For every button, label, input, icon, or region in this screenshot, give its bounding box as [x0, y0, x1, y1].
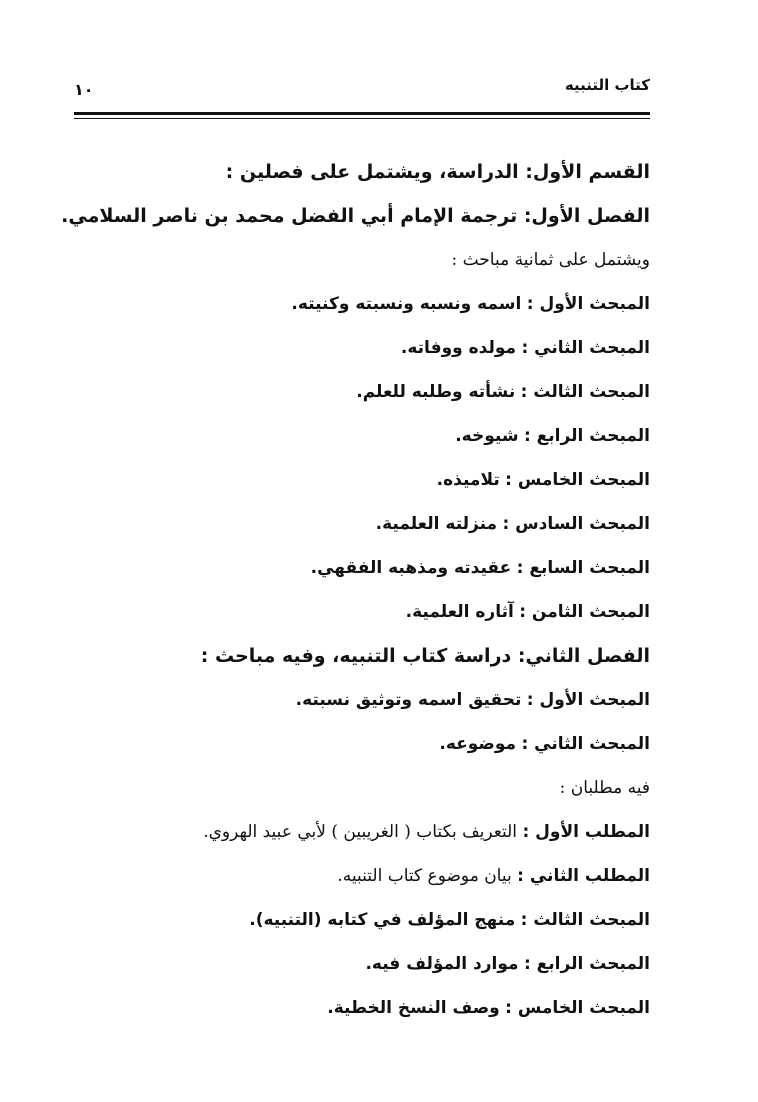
outline-item	[70, 722, 650, 766]
item-text: موضوعه.	[439, 734, 517, 754]
item-text: التعريف بكتاب ( الغريبين ) لأبي عبيد الهروي.	[203, 822, 518, 842]
outline-item	[70, 326, 650, 370]
item-text: مولده ووفاته.	[400, 338, 517, 358]
item-text: شيوخه.	[455, 426, 519, 446]
outline-item	[70, 414, 650, 458]
item-text: اسمه ونسبه ونسبته وكنيته.	[291, 294, 522, 314]
item-label: المبحث الثاني :	[521, 734, 650, 754]
item-text: منهج المؤلف في كتابه (التنبيه).	[249, 910, 516, 930]
plain-line: فيه مطلبان :	[559, 778, 650, 798]
item-label: المبحث الثامن :	[519, 602, 650, 622]
item-label: المطلب الثاني :	[517, 866, 650, 886]
outline-item	[70, 502, 650, 546]
item-label: المبحث الأول :	[526, 690, 650, 710]
item-label: المبحث الأول :	[526, 294, 650, 314]
item-text: آثاره العلمية.	[405, 602, 514, 622]
section-heading: الفصل الأول: ترجمة الإمام أبي الفضل محمد بن ناصر السلامي.	[61, 205, 650, 227]
item-label: المطلب الأول :	[522, 822, 650, 842]
outline-item	[70, 282, 650, 326]
outline-item	[70, 678, 650, 722]
table-of-contents	[61, 150, 650, 1030]
page-number: ١٠	[74, 80, 94, 99]
item-label: المبحث الثالث :	[520, 910, 650, 930]
outline-item	[70, 942, 650, 986]
item-label: المبحث الرابع :	[523, 954, 650, 974]
item-label: المبحث الخامس :	[505, 998, 650, 1018]
running-title: كتاب التنبيه	[564, 76, 650, 94]
item-label: المبحث الثاني :	[521, 338, 650, 358]
item-text: عقيدته ومذهبه الفقهي.	[310, 558, 512, 578]
item-label: المبحث السابع :	[516, 558, 650, 578]
outline-item	[70, 370, 650, 414]
item-label: المبحث الثالث :	[520, 382, 650, 402]
item-text: تحقيق اسمه وتوثيق نسبته.	[295, 690, 522, 710]
outline-item	[70, 854, 650, 898]
item-text: تلاميذه.	[436, 470, 500, 490]
outline-item	[70, 898, 650, 942]
page-header	[74, 66, 650, 106]
item-text: بيان موضوع كتاب التنبيه.	[337, 866, 512, 886]
item-label: المبحث الرابع :	[523, 426, 650, 446]
item-text: منزلته العلمية.	[375, 514, 498, 534]
header-rule-thin	[74, 118, 650, 119]
plain-line: ويشتمل على ثمانية مباحث :	[451, 250, 650, 270]
section-heading: القسم الأول: الدراسة، ويشتمل على فصلين :	[225, 161, 650, 183]
outline-item	[70, 546, 650, 590]
outline-item	[70, 590, 650, 634]
outline-item	[70, 458, 650, 502]
item-text: موارد المؤلف فيه.	[365, 954, 519, 974]
item-text: وصف النسخ الخطية.	[327, 998, 500, 1018]
outline-item	[70, 810, 650, 854]
outline-item	[70, 986, 650, 1030]
item-label: المبحث السادس :	[502, 514, 650, 534]
item-label: المبحث الخامس :	[505, 470, 650, 490]
section-heading: الفصل الثاني: دراسة كتاب التنبيه، وفيه مباحث :	[200, 645, 650, 667]
header-rule-thick	[74, 112, 650, 115]
item-text: نشأته وطلبه للعلم.	[356, 382, 516, 402]
